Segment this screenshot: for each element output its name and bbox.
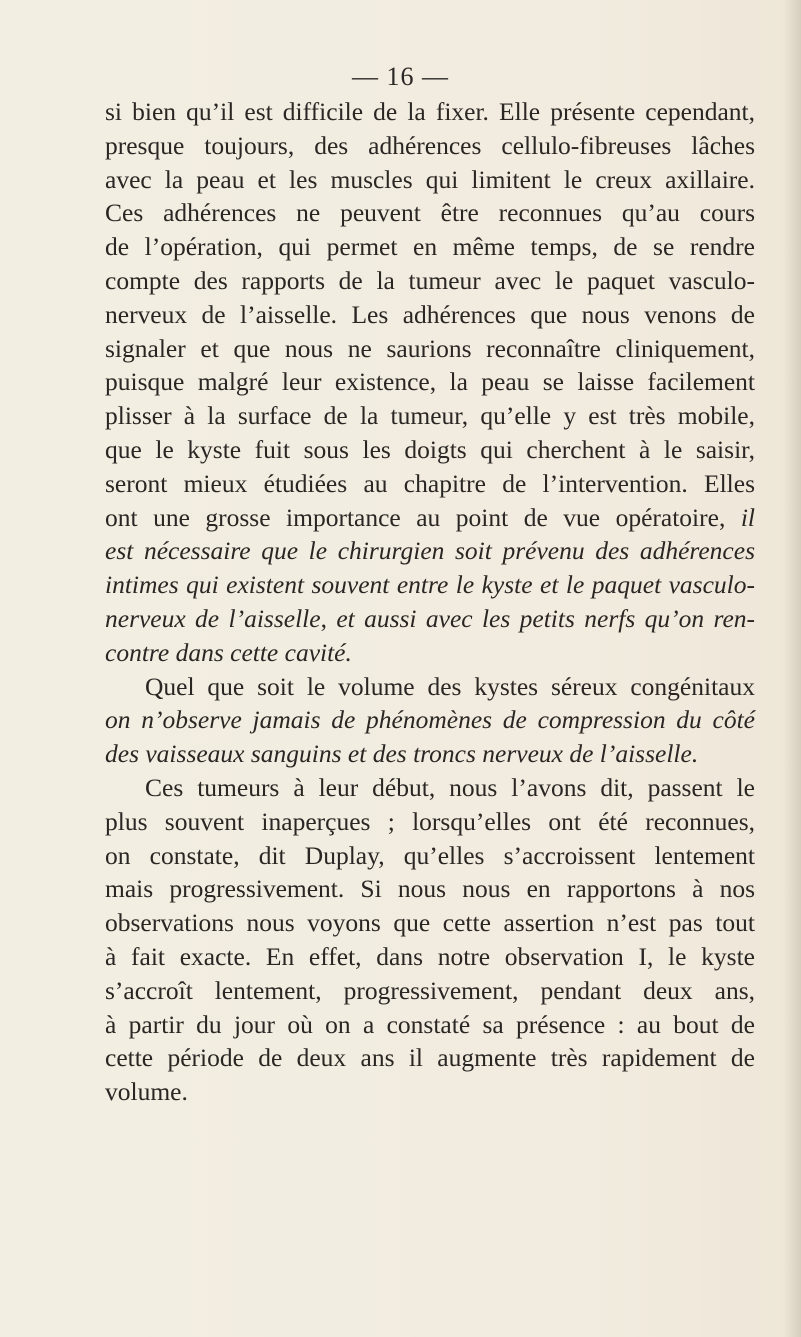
text-segment: observations nous voyons que cette assertion n’est pas tout: [105, 908, 755, 938]
text-segment: Quel que soit le volume des kystes séreux congénitaux: [145, 671, 755, 701]
text-line: [105, 163, 755, 197]
text-line: [105, 365, 755, 399]
text-line: [105, 636, 755, 670]
text-segment: Ces tumeurs à leur début, nous l’avons dit, passent le: [145, 772, 755, 802]
body-text: [105, 95, 755, 1109]
italic-text: intimes qui existent souvent entre le kyste et le paquet vasculo-: [105, 570, 755, 600]
text-line: [105, 568, 755, 602]
paragraph: [105, 95, 755, 670]
italic-text: et aussi avec les petits nerfs qu’on ren-: [336, 603, 756, 633]
text-line: [105, 1008, 755, 1042]
paragraph: [105, 670, 755, 771]
text-line: [105, 805, 755, 839]
text-segment: volume.: [105, 1077, 188, 1107]
text-segment: compte des rapports de la tumeur avec le paquet vasculo-: [105, 265, 755, 295]
text-line: [105, 602, 755, 636]
text-line: [105, 771, 755, 805]
text-segment: plisser à la surface de la tumeur, qu’elle y est très mobile,: [105, 401, 755, 431]
text-line: [105, 1075, 755, 1109]
italic-text: nerveux de l’aisselle: [105, 603, 321, 633]
text-segment: cette période de deux ans il augmente très rapidement de: [105, 1043, 755, 1073]
text-segment: à fait exacte. En effet, dans notre observation I, le kyste: [105, 941, 755, 971]
text-line: [105, 129, 755, 163]
text-segment: ont une grosse importance au point de vue opératoire,: [105, 502, 741, 532]
text-line: [105, 298, 755, 332]
text-line: [105, 433, 755, 467]
text-line: [105, 332, 755, 366]
text-line: [105, 95, 755, 129]
text-segment: signaler et que nous ne saurions reconnaître cliniquement,: [105, 333, 755, 363]
text-segment: presque toujours, des adhérences cellulo-fibreuses lâches: [105, 130, 755, 160]
text-segment: si bien qu’il est difficile de la fixer. Elle présente cependant,: [105, 97, 755, 126]
italic-text: contre dans cette cavité.: [105, 637, 352, 667]
text-line: [105, 670, 755, 704]
text-segment: plus souvent inaperçues ; lorsqu’elles ont été reconnues,: [105, 806, 755, 836]
text-line: [105, 940, 755, 974]
text-line: [105, 906, 755, 940]
text-line: [105, 467, 755, 501]
text-line: [105, 196, 755, 230]
text-line: [105, 501, 755, 535]
text-segment: puisque malgré leur existence, la peau se laisse facilement: [105, 367, 755, 397]
text-segment: s’accroît lentement, progressivement, pendant deux ans,: [105, 975, 755, 1005]
text-line: [105, 264, 755, 298]
italic-text: des vaisseaux sanguins et des troncs nerveux de l’aisselle.: [105, 739, 699, 769]
text-segment: seront mieux étudiées au chapitre de l’intervention. Elles: [105, 468, 755, 498]
text-line: [105, 399, 755, 433]
text-line: [105, 839, 755, 873]
text-segment: avec la peau et les muscles qui limitent le creux axillaire.: [105, 164, 755, 194]
text-segment: à partir du jour où on a constaté sa présence : au bout de: [105, 1009, 755, 1039]
italic-text: est nécessaire que le chirurgien soit prévenu des adhérences: [105, 536, 755, 566]
text-segment: que le kyste fuit sous les doigts qui cherchent à le saisir,: [105, 434, 755, 464]
text-line: [105, 872, 755, 906]
text-segment: ,: [320, 603, 337, 633]
text-line: [105, 974, 755, 1008]
text-segment: nerveux de l’aisselle. Les adhérences que nous venons de: [105, 299, 755, 329]
text-line: [105, 534, 755, 568]
text-segment: de l’opération, qui permet en même temps, de se rendre: [105, 232, 755, 262]
text-segment: on constate, dit Duplay, qu’elles s’accroissent lentement: [105, 840, 755, 870]
italic-text: on n’observe jamais de phénomènes de compression du côté: [105, 705, 755, 735]
text-line: [105, 1041, 755, 1075]
text-segment: mais progressivement. Si nous nous en rapportons à nos: [105, 874, 755, 904]
text-line: [105, 230, 755, 264]
text-line: [105, 737, 755, 771]
paragraph: [105, 771, 755, 1109]
page-edge-shadow: [783, 0, 801, 1337]
page-number: — 16 —: [352, 62, 449, 91]
italic-text: il: [740, 502, 755, 532]
text-segment: Ces adhérences ne peuvent être reconnues qu’au cours: [105, 198, 755, 228]
text-line: [105, 703, 755, 737]
